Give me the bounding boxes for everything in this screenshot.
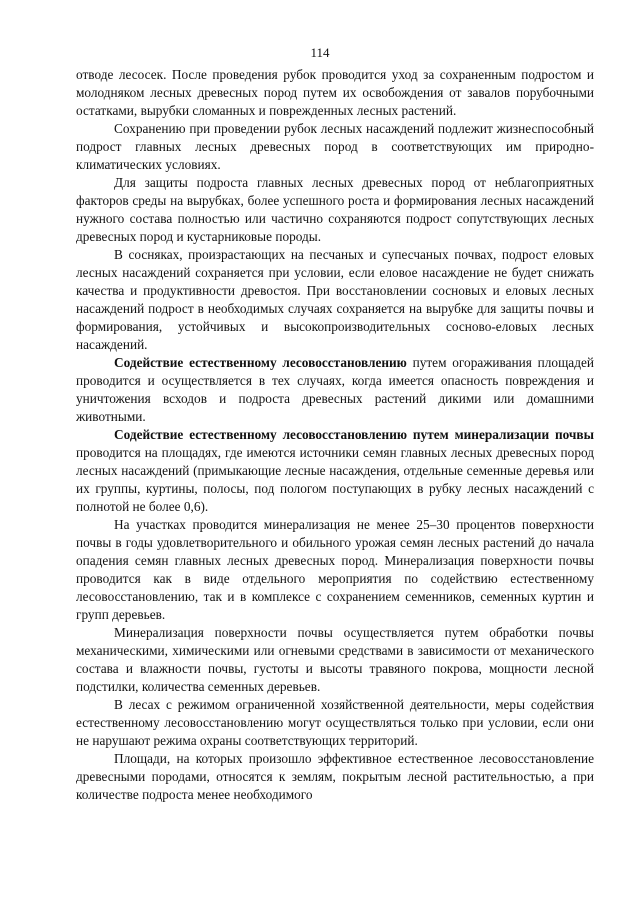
paragraph-5 xyxy=(76,354,594,426)
paragraph-6-text: проводится на площадях, где имеются источники семян главных лесных древесных пород лесных насаждений (примыкающие лесные насаждения, отдельные семенные деревья или их группы, куртины, полосы, под пологом поступающих в рубку лесных насаждений с полнотой не более 0,6). xyxy=(76,445,594,514)
paragraph-1: отводе лесосек. После проведения рубок проводится уход за сохраненным подростом и молодняком лесных древесных пород путем их освобождения от завалов порубочными остатками, вырубки сломанных и поврежденных лесных растений. xyxy=(76,67,594,118)
paragraph-3: Для защиты подроста главных лесных древесных пород от неблагоприятных факторов среды на вырубках, более успешного роста и формирования лесных насаждений нужного состава полностью или частично сохраняются подрост сопутствующих лесных древесных пород и кустарниковые породы. xyxy=(76,175,594,244)
paragraph-5-text: путем огораживания площадей проводится и осуществляется в тех случаях, когда имеется опасность повреждения и уничтожения всходов и подроста древесных растений дикими или домашними животными. xyxy=(76,355,594,424)
paragraph-2: Сохранению при проведении рубок лесных насаждений подлежит жизнеспособный подрост главных лесных древесных пород в соответствующих им природно-климатических условиях. xyxy=(76,121,594,172)
paragraph-7: На участках проводится минерализация не менее 25–30 процентов поверхности почвы в годы удовлетворительного и обильного урожая семян лесных растений до начала опадения семян главных лесных древесных пород. Минерализация поверхности почвы проводится как в виде отдельного мероприятия по содействию естественному лесовосстановлению, так и в комплексе с сохранением семенников, семенных куртин и групп деревьев. xyxy=(76,517,594,622)
paragraph-5-heading: Содействие естественному лесовосстановлению xyxy=(114,355,407,370)
paragraph-6-heading: Содействие естественному лесовосстановлению путем минерализации почвы xyxy=(114,427,594,442)
paragraph-6 xyxy=(76,426,594,516)
paragraph-4: В сосняках, произрастающих на песчаных и супесчаных почвах, подрост еловых лесных насаждений сохраняется при условии, если еловое насаждение не будет снижать качества и продуктивности древостоя. При восстановлении сосновых и еловых лесных насаждений подрост в необходимых случаях сохраняется на вырубке для защиты почвы и формирования, устойчивых и высокопроизводительных сосново-еловых лесных насаждений. xyxy=(76,247,594,352)
paragraph-9: В лесах с режимом ограниченной хозяйственной деятельности, меры содействия естественному лесовосстановлению могут осуществляться только при условии, если они не нарушают режима охраны соответствующих территорий. xyxy=(76,697,594,748)
paragraph-8: Минерализация поверхности почвы осуществляется путем обработки почвы механическими, химическими или огневыми средствами в зависимости от механического состава и влажности почвы, густоты и высоты травяного покрова, мощности лесной подстилки, количества семенных деревьев. xyxy=(76,625,594,694)
page-number: 114 xyxy=(310,45,330,60)
paragraph-10: Площади, на которых произошло эффективное естественное лесовосстановление древесными породами, относятся к землям, покрытым лесной растительностью, а при количестве подроста менее необходимого xyxy=(76,751,594,802)
document-body xyxy=(76,66,594,804)
